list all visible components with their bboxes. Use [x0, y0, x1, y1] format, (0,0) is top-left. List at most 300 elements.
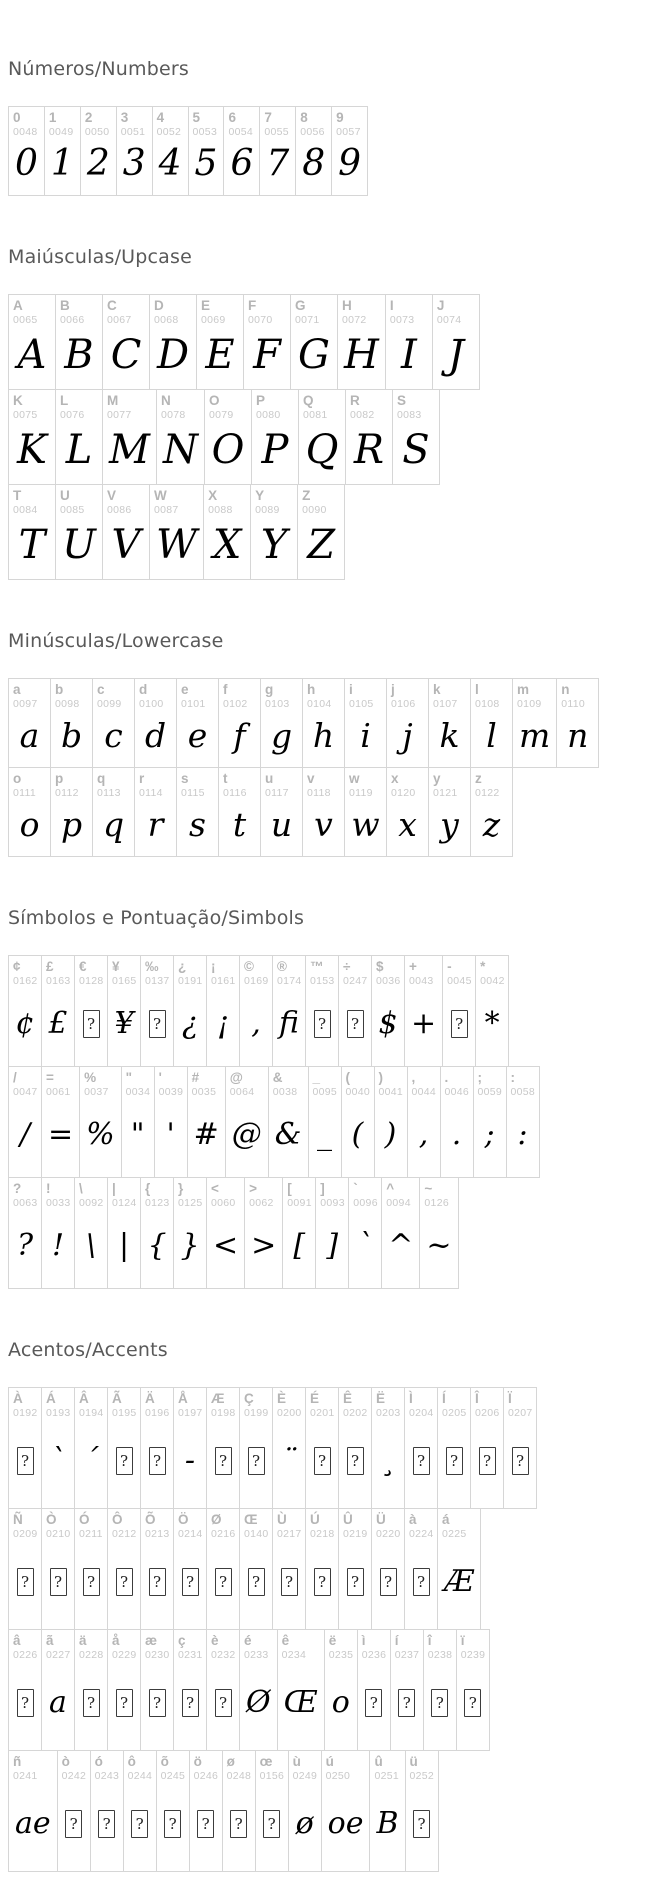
glyph-char-label: A — [13, 298, 23, 313]
glyph-cell — [121, 1066, 155, 1178]
missing-glyph-box: ? — [149, 1447, 166, 1475]
glyph-char-label: ì — [361, 1633, 366, 1648]
glyph-char-label: O — [208, 393, 220, 408]
glyph-cell — [8, 1177, 42, 1289]
glyph-code-label: 0232 — [211, 1648, 236, 1661]
glyph-code-label: 0229 — [112, 1648, 137, 1661]
glyph-cell — [176, 678, 219, 768]
glyph-cell — [440, 1066, 474, 1178]
missing-glyph-box: ? — [149, 1689, 166, 1717]
glyph-char-label: ¿ — [178, 959, 187, 974]
glyph-preview — [174, 1540, 206, 1629]
glyph-grid-accents — [8, 1387, 661, 1872]
glyph-code-label: 0035 — [191, 1085, 217, 1098]
glyph-char-label: Ô — [112, 1512, 123, 1527]
glyph-cell — [8, 1508, 42, 1630]
glyph-preview: J — [447, 331, 464, 378]
glyph-cell — [331, 106, 368, 196]
glyph-code-label: 0174 — [277, 974, 302, 987]
glyph-preview: s — [189, 805, 206, 845]
missing-glyph-box: ? — [98, 1810, 115, 1838]
glyph-preview — [405, 1419, 437, 1508]
glyph-char-label: ü — [409, 1754, 418, 1769]
glyph-preview — [75, 1661, 107, 1750]
glyph-preview — [443, 987, 475, 1066]
glyph-preview — [438, 1419, 470, 1508]
glyph-cell — [8, 955, 42, 1067]
glyph-preview — [108, 1540, 140, 1629]
glyph-cell — [404, 1387, 438, 1509]
glyph-cell — [140, 1508, 174, 1630]
glyph-preview: r — [147, 805, 164, 845]
glyph-code-label: 0080 — [255, 408, 281, 421]
glyph-preview — [471, 1419, 503, 1508]
glyph-preview: f — [233, 716, 246, 756]
glyph-code-label: 0156 — [259, 1769, 285, 1782]
glyph-cell — [206, 955, 240, 1067]
glyph-code-label: 0069 — [201, 313, 226, 326]
glyph-code-label: 0163 — [46, 974, 71, 987]
glyph-char-label: m — [517, 682, 530, 697]
glyph-char-label: Ö — [178, 1512, 189, 1527]
glyph-cell — [55, 484, 103, 580]
glyph-cell — [315, 1177, 349, 1289]
glyph-code-label: 0204 — [409, 1406, 434, 1419]
glyph-char-label: Ë — [376, 1391, 386, 1406]
glyph-code-label: 0109 — [517, 697, 542, 710]
glyph-char-label: t — [223, 771, 228, 786]
glyph-char-label: ù — [292, 1754, 301, 1769]
glyph-cell — [123, 1750, 157, 1872]
glyph-preview — [339, 1419, 371, 1508]
glyph-char-label: ? — [13, 1181, 22, 1196]
glyph-preview: p — [60, 805, 83, 845]
glyph-row — [8, 1178, 661, 1289]
glyph-code-label: 0049 — [48, 125, 74, 138]
glyph-code-label: 0075 — [13, 408, 38, 421]
glyph-code-label: 0194 — [79, 1406, 104, 1419]
glyph-code-label: 0090 — [302, 503, 327, 516]
glyph-code-label: 0098 — [55, 697, 80, 710]
glyph-code-label: 0195 — [112, 1406, 137, 1419]
glyph-char-label: { — [145, 1181, 151, 1196]
glyph-preview: 5 — [194, 143, 218, 185]
glyph-preview: 6 — [230, 143, 254, 185]
glyph-preview — [207, 1419, 239, 1508]
missing-glyph-box: ? — [347, 1010, 364, 1038]
glyph-char-label: ú — [325, 1754, 334, 1769]
glyph-code-label: 0202 — [343, 1406, 368, 1419]
glyph-char-label: ñ — [13, 1754, 22, 1769]
glyph-code-label: 0108 — [475, 697, 500, 710]
glyph-cell — [442, 955, 476, 1067]
glyph-preview: x — [398, 805, 417, 845]
glyph-char-label: © — [244, 959, 254, 974]
glyph-char-label: Â — [79, 1391, 89, 1406]
glyph-preview: ¢ — [15, 1006, 35, 1042]
glyph-code-label: 0083 — [396, 408, 422, 421]
glyph-preview — [108, 1661, 140, 1750]
glyph-cell — [8, 106, 45, 196]
glyph-code-label: 0048 — [13, 125, 38, 138]
glyph-char-label: Ñ — [13, 1512, 23, 1527]
glyph-cell — [50, 767, 93, 857]
glyph-code-label: 0214 — [178, 1527, 203, 1540]
glyph-char-label: ] — [320, 1181, 325, 1196]
glyph-char-label: å — [112, 1633, 120, 1648]
glyph-code-label: 0043 — [409, 974, 434, 987]
glyph-char-label: e — [181, 682, 189, 697]
glyph-preview: 0 — [15, 143, 38, 185]
glyph-cell — [187, 1066, 226, 1178]
glyph-preview: D — [156, 331, 190, 378]
glyph-preview: { — [147, 1228, 167, 1264]
glyph-preview: 8 — [302, 143, 326, 185]
glyph-preview: 3 — [122, 143, 146, 185]
glyph-cell — [74, 1629, 108, 1751]
glyph-code-label: 0050 — [84, 125, 110, 138]
missing-glyph-box: ? — [263, 1810, 280, 1838]
missing-glyph-box: ? — [248, 1568, 265, 1596]
glyph-code-label: 0102 — [223, 697, 248, 710]
glyph-code-label: 0238 — [427, 1648, 453, 1661]
glyph-preview — [124, 1782, 156, 1871]
glyph-preview: q — [102, 805, 125, 845]
glyph-cell — [188, 106, 225, 196]
glyph-preview — [58, 1782, 90, 1871]
glyph-cell — [8, 1750, 58, 1872]
glyph-char-label: ¥ — [112, 959, 120, 974]
glyph-preview — [339, 1540, 371, 1629]
glyph-preview — [339, 987, 371, 1066]
glyph-cell — [102, 294, 150, 390]
glyph-char-label: j — [391, 682, 395, 697]
glyph-char-label: Æ — [211, 1391, 225, 1406]
glyph-code-label: 0093 — [320, 1196, 345, 1209]
glyph-preview: - — [184, 1443, 196, 1479]
missing-glyph-box: ? — [149, 1010, 166, 1038]
glyph-preview: > — [251, 1228, 277, 1264]
glyph-char-label: o — [13, 771, 22, 786]
glyph-char-label: v — [307, 771, 315, 786]
glyph-char-label: c — [97, 682, 105, 697]
glyph-cell — [8, 484, 56, 580]
glyph-char-label: ë — [328, 1633, 337, 1648]
glyph-code-label: 0218 — [310, 1527, 335, 1540]
missing-glyph-box: ? — [446, 1447, 463, 1475]
glyph-char-label: U — [60, 488, 70, 503]
glyph-char-label: ö — [193, 1754, 202, 1769]
glyph-code-label: 0126 — [424, 1196, 449, 1209]
glyph-char-label: ¡ — [211, 959, 216, 974]
glyph-preview: X — [212, 521, 242, 568]
glyph-cell — [44, 106, 81, 196]
glyph-cell — [55, 294, 103, 390]
glyph-preview — [240, 1419, 272, 1508]
glyph-cell — [149, 294, 197, 390]
glyph-cell — [288, 1750, 322, 1872]
glyph-char-label: M — [107, 393, 119, 408]
missing-glyph-box: ? — [314, 1010, 331, 1038]
glyph-cell — [437, 1387, 471, 1509]
glyph-preview: % — [86, 1117, 115, 1153]
glyph-preview — [207, 1661, 239, 1750]
glyph-char-label: 4 — [156, 110, 165, 125]
glyph-cell — [203, 484, 251, 580]
glyph-code-label: 0042 — [480, 974, 505, 987]
glyph-code-label: 0140 — [244, 1527, 269, 1540]
glyph-char-label: ¢ — [13, 959, 21, 974]
glyph-code-label: 0231 — [178, 1648, 203, 1661]
glyph-code-label: 0122 — [475, 786, 500, 799]
glyph-preview: y — [440, 805, 459, 845]
glyph-cell — [79, 1066, 122, 1178]
glyph-cell — [512, 678, 557, 768]
glyph-cell — [225, 1066, 269, 1178]
missing-glyph-box: ? — [512, 1447, 529, 1475]
glyph-char-label: V — [107, 488, 117, 503]
glyph-preview — [9, 1419, 41, 1508]
glyph-preview: ( — [351, 1117, 364, 1153]
glyph-char-label: Q — [302, 393, 314, 408]
glyph-char-label: 9 — [336, 110, 344, 125]
glyph-preview — [306, 1540, 338, 1629]
glyph-code-label: 0225 — [442, 1527, 467, 1540]
glyph-cell — [305, 1508, 339, 1630]
glyph-cell — [55, 389, 103, 485]
glyph-code-label: 0077 — [107, 408, 132, 421]
glyph-code-label: 0120 — [391, 786, 416, 799]
glyph-preview — [42, 1540, 74, 1629]
missing-glyph-box: ? — [413, 1568, 430, 1596]
glyph-cell — [74, 1177, 108, 1289]
glyph-preview — [157, 1782, 189, 1871]
missing-glyph-box: ? — [314, 1568, 331, 1596]
glyph-cell — [386, 678, 429, 768]
glyph-preview: \ — [85, 1228, 97, 1264]
missing-glyph-box: ? — [83, 1689, 100, 1717]
missing-glyph-box: ? — [149, 1568, 166, 1596]
glyph-cell — [223, 106, 260, 196]
glyph-char-label: N — [160, 393, 171, 408]
glyph-code-label: 0112 — [55, 786, 79, 799]
glyph-char-label: k — [433, 682, 441, 697]
glyph-code-label: 0105 — [349, 697, 374, 710]
glyph-cell — [475, 955, 509, 1067]
glyph-preview: ~ — [426, 1228, 452, 1264]
glyph-char-label: a — [13, 682, 21, 697]
glyph-cell — [107, 955, 141, 1067]
glyph-preview — [75, 1540, 107, 1629]
glyph-char-label: s — [181, 771, 189, 786]
glyph-cell — [404, 1508, 438, 1630]
glyph-code-label: 0217 — [277, 1527, 302, 1540]
glyph-preview: Ø — [246, 1685, 271, 1721]
glyph-char-label: Ù — [277, 1512, 287, 1527]
glyph-preview: I — [400, 331, 417, 378]
glyph-char-label: L — [60, 393, 69, 408]
glyph-cell — [268, 1066, 309, 1178]
glyph-code-label: 0055 — [264, 125, 289, 138]
glyph-code-label: 0074 — [436, 313, 462, 326]
glyph-char-label: * — [480, 959, 486, 974]
glyph-char-label: q — [97, 771, 106, 786]
glyph-cell — [432, 294, 480, 390]
glyph-code-label: 0191 — [178, 974, 203, 987]
glyph-cell — [50, 678, 93, 768]
glyph-cell — [305, 955, 339, 1067]
glyph-cell — [74, 1508, 108, 1630]
glyph-char-label: í — [394, 1633, 399, 1648]
glyph-cell — [428, 678, 471, 768]
glyph-preview: ] — [326, 1228, 339, 1264]
glyph-preview — [391, 1661, 423, 1750]
glyph-code-label: 0196 — [145, 1406, 170, 1419]
glyph-code-label: 0161 — [211, 974, 236, 987]
glyph-code-label: 0085 — [60, 503, 85, 516]
glyph-code-label: 0252 — [409, 1769, 435, 1782]
glyph-cell — [41, 1629, 75, 1751]
glyph-row — [8, 390, 661, 485]
glyph-cell — [173, 1387, 207, 1509]
glyph-char-label: 0 — [13, 110, 21, 125]
glyph-char-label: % — [84, 1070, 97, 1085]
glyph-char-label: â — [13, 1633, 21, 1648]
glyph-char-label: / — [13, 1070, 17, 1085]
glyph-code-label: 0111 — [13, 786, 36, 799]
glyph-preview: 1 — [50, 143, 74, 185]
glyph-cell — [204, 389, 252, 485]
glyph-preview — [190, 1782, 222, 1871]
glyph-code-label: 0246 — [193, 1769, 219, 1782]
glyph-char-label: h — [307, 682, 316, 697]
glyph-char-label: ê — [281, 1633, 290, 1648]
glyph-code-label: 0118 — [307, 786, 331, 799]
glyph-code-label: 0198 — [211, 1406, 236, 1419]
glyph-code-label: 0125 — [178, 1196, 203, 1209]
missing-glyph-box: ? — [65, 1810, 82, 1838]
glyph-char-label: d — [139, 682, 148, 697]
glyph-cell — [206, 1387, 240, 1509]
glyph-cell — [369, 1750, 405, 1872]
glyph-code-label: 0054 — [228, 125, 253, 138]
glyph-cell — [8, 1066, 42, 1178]
glyph-code-label: 0068 — [154, 313, 179, 326]
glyph-cell — [298, 389, 346, 485]
glyph-cell — [506, 1066, 540, 1178]
glyph-char-label: + — [409, 959, 417, 974]
glyph-code-label: 0226 — [13, 1648, 38, 1661]
glyph-char-label: - — [447, 959, 452, 974]
glyph-char-label: H — [342, 298, 352, 313]
glyph-code-label: 0038 — [272, 1085, 298, 1098]
glyph-preview: k — [439, 716, 460, 756]
glyph-preview: ) — [384, 1117, 397, 1153]
missing-glyph-box: ? — [116, 1568, 133, 1596]
glyph-cell — [102, 484, 150, 580]
glyph-code-label: 0137 — [145, 974, 170, 987]
glyph-cell — [239, 955, 273, 1067]
missing-glyph-box: ? — [17, 1689, 34, 1717]
glyph-code-label: 0089 — [255, 503, 280, 516]
glyph-preview: + — [411, 1006, 437, 1042]
glyph-preview: F — [253, 331, 281, 378]
glyph-char-label: b — [55, 682, 64, 697]
glyph-char-label: 8 — [300, 110, 308, 125]
glyph-cell — [260, 678, 303, 768]
glyph-preview: oe — [327, 1806, 364, 1842]
glyph-code-label: 0070 — [248, 313, 273, 326]
glyph-cell — [437, 1508, 481, 1630]
glyph-preview: ´ — [83, 1443, 99, 1479]
glyph-preview: ; — [484, 1117, 495, 1153]
glyph-preview: [ — [293, 1228, 306, 1264]
glyph-code-label: 0121 — [433, 786, 458, 799]
glyph-cell — [404, 955, 443, 1067]
glyph-preview: B — [64, 331, 94, 378]
glyph-char-label: & — [272, 1070, 283, 1085]
glyph-preview — [405, 1540, 437, 1629]
glyph-cell — [344, 767, 387, 857]
glyph-preview: W — [156, 521, 198, 568]
glyph-code-label: 0103 — [265, 697, 290, 710]
missing-glyph-box: ? — [215, 1689, 232, 1717]
glyph-code-label: 0220 — [376, 1527, 401, 1540]
glyph-code-label: 0199 — [244, 1406, 269, 1419]
glyph-char-label: Ê — [343, 1391, 353, 1406]
glyph-cell — [473, 1066, 507, 1178]
glyph-cell — [385, 294, 433, 390]
glyph-cell — [259, 106, 296, 196]
glyph-preview — [406, 1782, 438, 1871]
glyph-code-label: 0247 — [343, 974, 368, 987]
glyph-char-label: C — [107, 298, 117, 313]
glyph-cell — [107, 1387, 141, 1509]
glyph-char-label: p — [55, 771, 64, 786]
glyph-cell — [41, 955, 75, 1067]
glyph-preview — [141, 1661, 173, 1750]
glyph-preview: A — [17, 331, 47, 378]
glyph-row — [8, 485, 661, 580]
missing-glyph-box: ? — [314, 1447, 331, 1475]
glyph-preview: o — [331, 1685, 350, 1721]
glyph-cell — [297, 484, 345, 580]
glyph-code-label: 0197 — [178, 1406, 203, 1419]
glyph-cell — [156, 389, 205, 485]
glyph-code-label: 0081 — [302, 408, 328, 421]
glyph-preview: < — [213, 1228, 239, 1264]
glyph-cell — [260, 767, 303, 857]
glyph-code-label: 0076 — [60, 408, 85, 421]
glyph-code-label: 0052 — [156, 125, 182, 138]
glyph-preview: U — [62, 521, 96, 568]
glyph-cell — [140, 955, 174, 1067]
glyph-char-label: ø — [226, 1754, 235, 1769]
glyph-char-label: ` — [353, 1181, 358, 1196]
glyph-code-label: 0239 — [460, 1648, 486, 1661]
glyph-preview: o — [19, 805, 40, 845]
glyph-preview: M — [109, 426, 150, 473]
glyph-cell — [345, 389, 393, 485]
glyph-cell — [102, 389, 157, 485]
missing-glyph-box: ? — [50, 1568, 67, 1596]
glyph-char-label: Ã — [112, 1391, 122, 1406]
glyph-cell — [156, 1750, 190, 1872]
glyph-cell — [189, 1750, 223, 1872]
glyph-char-label: œ — [259, 1754, 273, 1769]
missing-glyph-box: ? — [116, 1689, 133, 1717]
glyph-code-label: 0066 — [60, 313, 85, 326]
